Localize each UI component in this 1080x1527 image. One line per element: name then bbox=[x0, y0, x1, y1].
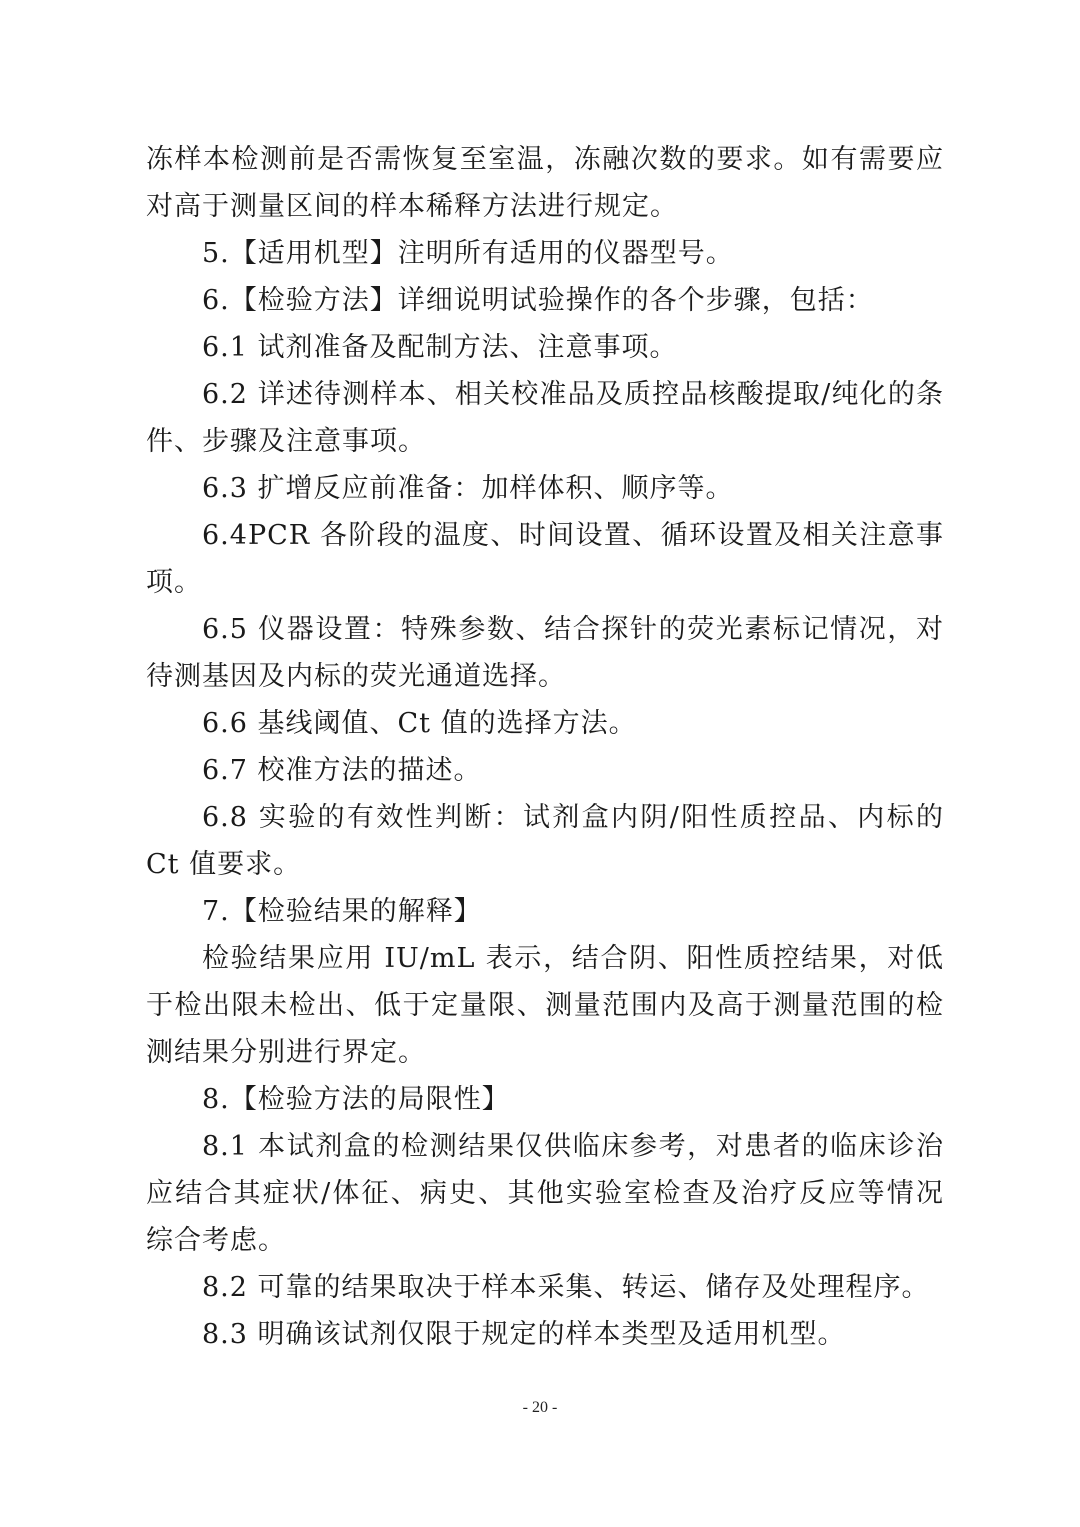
text-line: 6.5 仪器设置：特殊参数、结合探针的荧光素标记情况，对 bbox=[202, 614, 944, 645]
body-text bbox=[146, 136, 944, 1358]
section-heading-method-limitations: 8.【检验方法的局限性】 bbox=[202, 1084, 510, 1115]
text-line: 8.1 本试剂盒的检测结果仅供临床参考，对患者的临床诊治 bbox=[202, 1131, 944, 1162]
text-line: 综合考虑。 bbox=[146, 1225, 286, 1256]
section-heading-result-interpretation: 7.【检验结果的解释】 bbox=[202, 896, 482, 927]
text-line: 6.4PCR 各阶段的温度、时间设置、循环设置及相关注意事 bbox=[202, 520, 944, 551]
text-line: 对高于测量区间的样本稀释方法进行规定。 bbox=[146, 191, 678, 222]
text-line: 6.1 试剂准备及配制方法、注意事项。 bbox=[202, 332, 678, 363]
text-line: 件、步骤及注意事项。 bbox=[146, 426, 426, 457]
text-line: 6.7 校准方法的描述。 bbox=[202, 755, 482, 786]
text-line: Ct 值要求。 bbox=[146, 849, 302, 880]
text-line: 冻样本检测前是否需恢复至室温，冻融次数的要求。如有需要应 bbox=[146, 144, 944, 175]
section-heading-applicable-models: 5.【适用机型】注明所有适用的仪器型号。 bbox=[202, 238, 734, 269]
text-line: 检验结果应用 IU/mL 表示，结合阴、阳性质控结果，对低 bbox=[202, 943, 944, 974]
section-heading-test-method: 6.【检验方法】详细说明试验操作的各个步骤，包括： bbox=[202, 285, 874, 316]
page-number: - 20 - bbox=[522, 1399, 558, 1416]
text-line: 6.3 扩增反应前准备：加样体积、顺序等。 bbox=[202, 473, 734, 504]
text-line: 于检出限未检出、低于定量限、测量范围内及高于测量范围的检 bbox=[146, 990, 944, 1021]
text-line: 项。 bbox=[146, 567, 202, 598]
text-line: 应结合其症状/体征、病史、其他实验室检查及治疗反应等情况 bbox=[146, 1178, 944, 1209]
text-line: 测结果分别进行界定。 bbox=[146, 1037, 426, 1068]
text-line: 8.3 明确该试剂仅限于规定的样本类型及适用机型。 bbox=[202, 1319, 846, 1350]
text-line: 待测基因及内标的荧光通道选择。 bbox=[146, 661, 566, 692]
text-line: 6.8 实验的有效性判断：试剂盒内阴/阳性质控品、内标的 bbox=[202, 802, 944, 833]
text-line: 6.6 基线阈值、Ct 值的选择方法。 bbox=[202, 708, 637, 739]
text-line: 8.2 可靠的结果取决于样本采集、转运、储存及处理程序。 bbox=[202, 1272, 930, 1303]
text-line: 6.2 详述待测样本、相关校准品及质控品核酸提取/纯化的条 bbox=[202, 379, 944, 410]
